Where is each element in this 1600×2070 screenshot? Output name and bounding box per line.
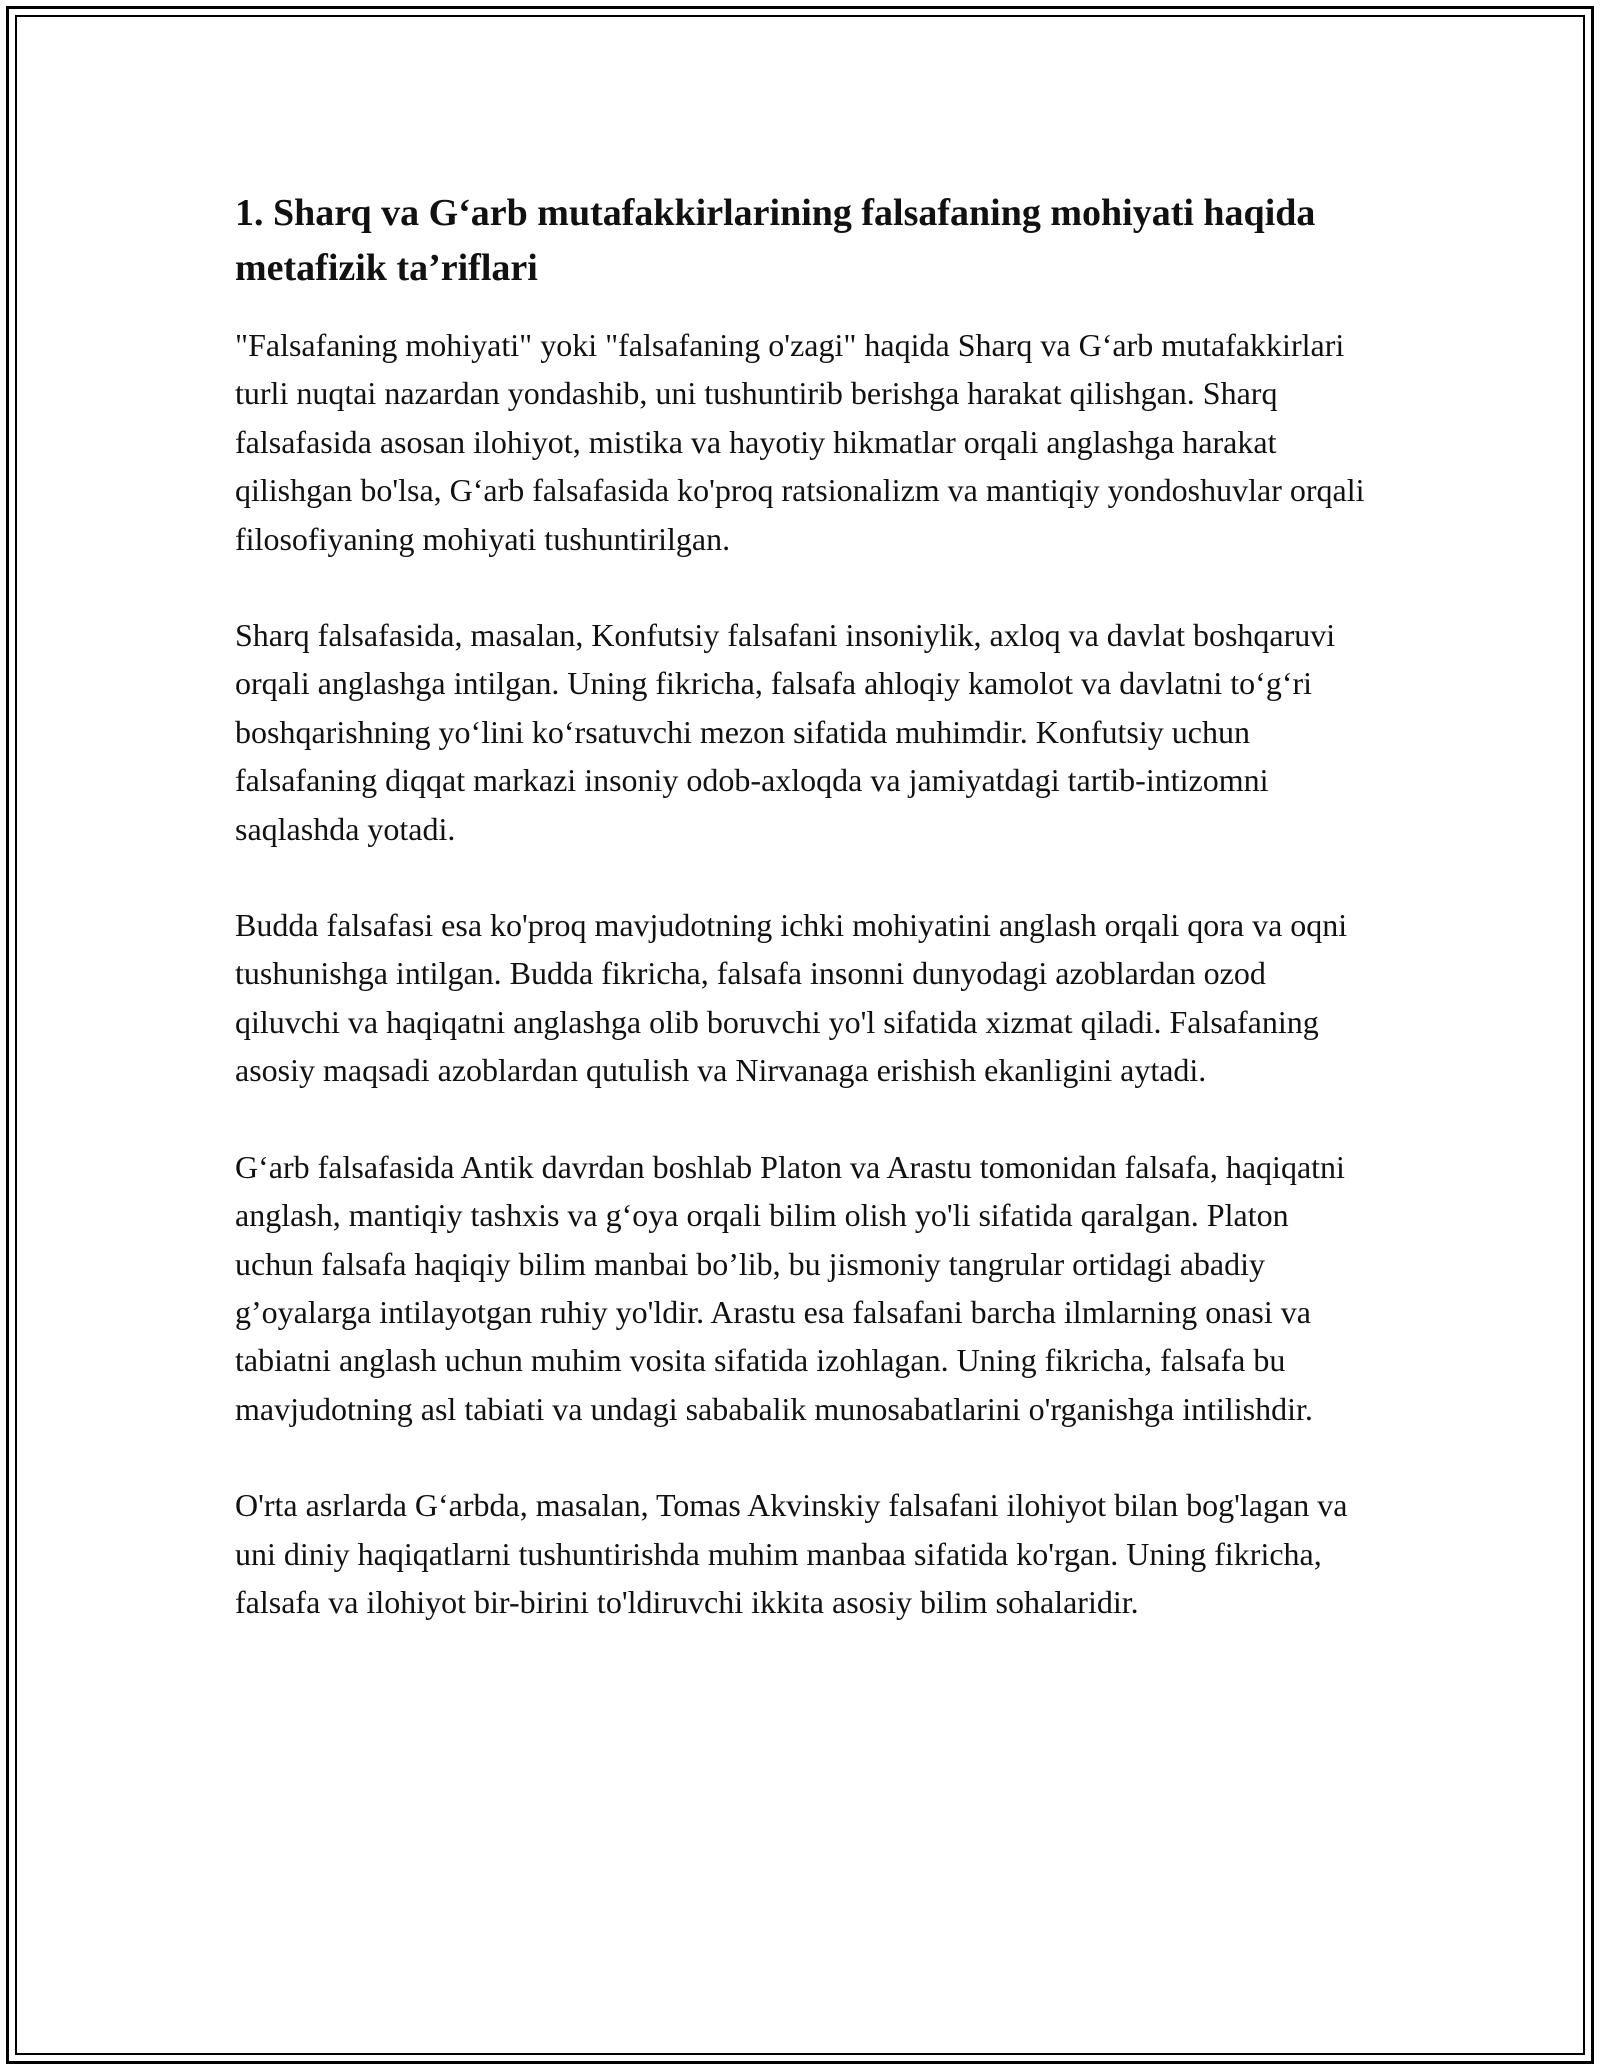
- paragraph-plato-aristotle: G‘arb falsafasida Antik davrdan boshlab Platon va Arastu tomonidan falsafa, haqiqatni anglash, mantiqiy tashxis va g‘oya orqali bilim olish yo'li sifatida qaralgan. Platon uchun falsafa haqiqiy bilim manbai bo’lib, bu jismoniy tangrular ortidagi abadiy g’oyalarga intilayotgan ruhiy yo'ldir. Arastu esa falsafani barcha ilmlarning onasi va tabiatni anglash uchun muhim vosita sifatida izohlagan. Uning fikricha, falsafa bu mavjudotning asl tabiati va undagi sababalik munosabatlarini o'rganishga intilishdir.: [235, 1148, 1345, 1427]
- paragraph-buddha: Budda falsafasi esa ko'proq mavjudotning ichki mohiyatini anglash orqali qora va oqni tushunishga intilgan. Budda fikricha, falsafa insonni dunyodagi azoblardan ozod qiluvchi va haqiqatni anglashga olib boruvchi yo'l sifatida xizmat qiladi. Falsafaning asosiy maqsadi azoblardan qutulish va Nirvanaga erishish ekanligini aytadi.: [235, 907, 1348, 1089]
- paragraph-confucius: Sharq falsafasida, masalan, Konfutsiy falsafani insoniylik, axloq va davlat boshqaruvi orqali anglashga intilgan. Uning fikricha, falsafa ahloqiy kamolot va davlatni to‘g‘ri boshqarishning yo‘lini ko‘rsatuvchi mezon sifatida muhimdir. Konfutsiy uchun falsafaning diqqat markazi insoniy odob-axloqda va jamiyatdagi tartib-intizomni saqlashda yotadi.: [235, 617, 1336, 847]
- document-body: [235, 186, 1370, 1674]
- paragraph-intro: "Falsafaning mohiyati" yoki "falsafaning o'zagi" haqida Sharq va G‘arb mutafakkirlari turli nuqtai nazardan yondashib, uni tushuntirib berishga harakat qilishgan. Sharq falsafasida asosan ilohiyot, mistika va hayotiy hikmatlar orqali anglashga harakat qilishgan bo'lsa, G‘arb falsafasida ko'proq ratsionalizm va mantiqiy yondoshuvlar orqali filosofiyaning mohiyati tushuntirilgan.: [235, 327, 1365, 557]
- paragraph-aquinas: O'rta asrlarda G‘arbda, masalan, Tomas Akvinskiy falsafani ilohiyot bilan bog'lagan va uni diniy haqiqatlarni tushuntirishda muhim manbaa sifatida ko'rgan. Uning fikricha, falsafa va ilohiyot bir-birini to'ldiruvchi ikkita asosiy bilim sohalaridir.: [235, 1487, 1348, 1620]
- section-heading: 1. Sharq va G‘arb mutafakkirlarining falsafaning mohiyati haqida metafizik ta’riflari: [235, 192, 1316, 289]
